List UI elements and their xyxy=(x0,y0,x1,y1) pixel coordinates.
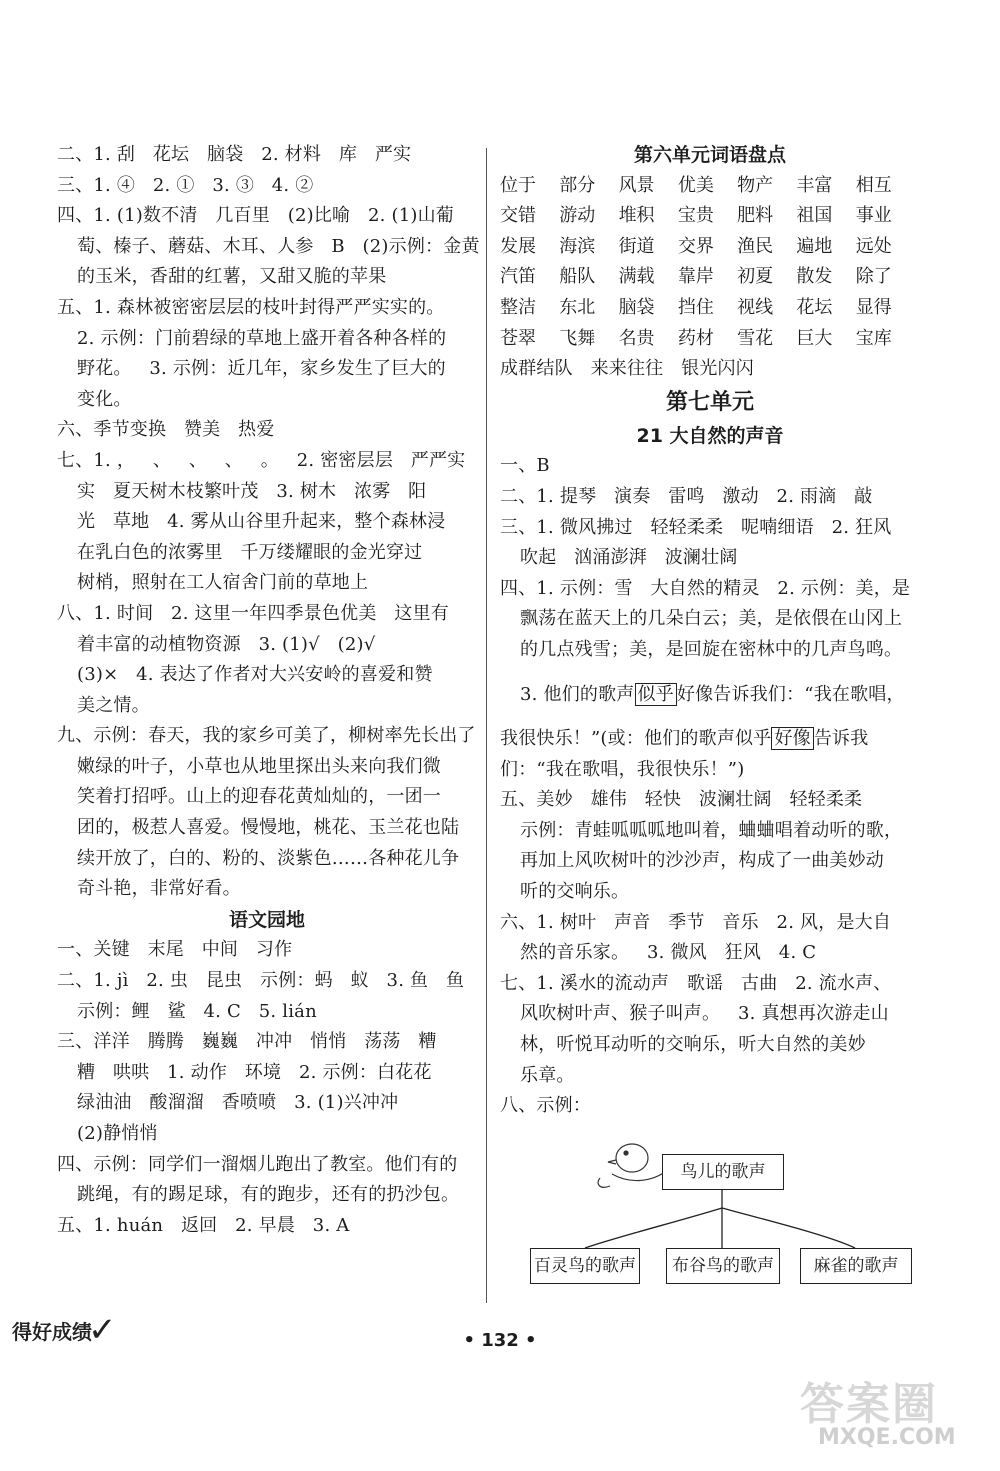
answer-line: 团的，极惹人喜爱。慢慢地，桃花、玉兰花也陆 xyxy=(77,817,460,839)
right-column xyxy=(500,140,920,1301)
answer-line: (3)× 4. 表达了作者对大兴安岭的喜爱和赞 xyxy=(77,664,433,686)
answer-line: 嫩绿的叶子，小草也从地里探出头来向我们微 xyxy=(77,755,441,777)
answer-line: 九、示例：春天，我的家乡可美了，柳树率先长出了 xyxy=(57,725,476,747)
vocab-word: 交界 xyxy=(677,235,714,257)
yuwen-yuandi-answers xyxy=(57,935,477,1241)
vocab-word: 街道 xyxy=(618,235,655,257)
vocab-word: 整洁 xyxy=(500,296,536,318)
sentence3-text-c: 我很快乐！”(或：他们的歌声似乎 xyxy=(500,728,772,750)
answer-line: 笑着打招呼。山上的迎春花黄灿灿的，一团一 xyxy=(77,786,441,808)
answer-line: 听的交响乐。 xyxy=(520,881,630,903)
lesson21-answers xyxy=(500,451,920,665)
answer-line: 绿油油 酸溜溜 香喷喷 3. (1)兴冲冲 xyxy=(77,1092,399,1114)
sentence3-text-d: 告诉我 xyxy=(813,728,869,750)
vocab-word: 物产 xyxy=(737,174,774,196)
vocab-word: 巨大 xyxy=(796,327,833,349)
vocab-word: 渔民 xyxy=(737,235,774,257)
answer-line: 的几点残雪；美，是回旋在密林中的几声鸟鸣。 xyxy=(520,638,903,660)
answer-line: 五、1. huán 返回 2. 早晨 3. A xyxy=(57,1214,350,1236)
answer-line: 三、洋洋 腾腾 巍巍 冲冲 悄悄 荡荡 糟 xyxy=(57,1031,437,1053)
lesson21-title: 21 大自然的声音 xyxy=(636,424,784,447)
answer-line: 四、1. (1)数不清 几百里 (2)比喻 2. (1)山葡 xyxy=(57,205,454,227)
sentence3-line1 xyxy=(500,680,920,711)
mindmap-root: 鸟儿的歌声 xyxy=(662,1154,784,1190)
answer-line: 美之情。 xyxy=(77,694,150,716)
answer-line: 四、1. 示例：雪 大自然的精灵 2. 示例：美，是 xyxy=(500,577,911,599)
bird-icon xyxy=(598,1144,665,1187)
answer-line: 二、1. jì 2. 虫 昆虫 示例：蚂 蚁 3. 鱼 鱼 xyxy=(57,970,465,992)
vocab-word: 脑袋 xyxy=(618,296,655,318)
vocab-word: 药材 xyxy=(677,327,714,349)
vocab-word: 交错 xyxy=(500,205,536,227)
answer-line: 七、1. 溪水的流动声 歌谣 古曲 2. 流水声、 xyxy=(500,972,892,994)
vocab-word: 相互 xyxy=(855,174,892,196)
answer-line: 三、1. 微风拂过 轻轻柔柔 呢喃细语 2. 狂风 xyxy=(500,516,892,538)
answer-line: 八、1. 时间 2. 这里一年四季景色优美 这里有 xyxy=(57,602,449,624)
vocab-word: 显得 xyxy=(855,296,892,318)
sentence3-line3: 们：“我在歌唱，我很快乐！”) xyxy=(500,758,745,780)
mindmap-child-sparrow: 麻雀的歌声 xyxy=(800,1248,912,1284)
answer-line: 四、示例：同学们一溜烟儿跑出了教室。他们有的 xyxy=(57,1153,458,1175)
unit6-title: 第六单元词语盘点 xyxy=(633,144,786,166)
answer-line: 奇斗艳，非常好看。 xyxy=(77,878,241,900)
brand-logo: 得好成绩 xyxy=(12,1320,92,1344)
vocab-word: 汽笛 xyxy=(500,266,536,288)
answer-line: 风吹树叶声、猴子叫声。 3. 真想再次游走山 xyxy=(520,1003,889,1025)
vocab-word: 远处 xyxy=(855,235,892,257)
vocab-word: 丰富 xyxy=(796,174,833,196)
vocab-word: 宝贵 xyxy=(677,205,714,227)
unit7-title: 第七单元 xyxy=(665,389,754,415)
answer-line: 野花。 3. 示例：近几年，家乡发生了巨大的 xyxy=(77,358,446,380)
answer-line: 2. 示例：门前碧绿的草地上盛开着各种各样的 xyxy=(77,327,447,349)
lesson21-answers-cont xyxy=(500,785,920,1122)
answer-line: 然的音乐家。 3. 微风 狂风 4. C xyxy=(520,942,817,964)
yuwen-yuandi-title: 语文园地 xyxy=(228,908,305,931)
vocab-word: 肥料 xyxy=(737,205,774,227)
page-number: • 132 • xyxy=(463,1330,537,1351)
unit6-last-line: 成群结队 来来往往 银光闪闪 xyxy=(500,358,754,380)
vocab-word: 游动 xyxy=(559,205,596,227)
vocab-word: 部分 xyxy=(559,174,596,196)
sentence3-line2 xyxy=(500,724,920,755)
answer-line: 二、1. 提琴 演奏 雷鸣 激动 2. 雨滴 敲 xyxy=(500,485,873,507)
vocab-word: 优美 xyxy=(677,174,714,196)
left-column xyxy=(57,140,480,1241)
answer-line: 再加上风吹树叶的沙沙声，构成了一曲美妙动 xyxy=(520,850,884,872)
answer-line: 跳绳，有的踢足球，有的跑步，还有的扔沙包。 xyxy=(77,1184,460,1206)
answer-line: 飘荡在蓝天上的几朵白云；美，是依偎在山冈上 xyxy=(520,608,903,630)
watermark-url: MXQE.COM xyxy=(818,1425,956,1450)
answer-line: 示例：青蛙呱呱呱地叫着，蛐蛐唱着动听的歌， xyxy=(520,819,903,841)
answer-line: 续开放了，白的、粉的、淡紫色……各种花儿争 xyxy=(77,847,460,869)
vocab-word: 位于 xyxy=(500,174,536,196)
checkmark-icon: ✓ xyxy=(88,1310,117,1350)
vocab-word: 初夏 xyxy=(737,266,774,288)
watermark-logo: 答案圈 xyxy=(800,1379,938,1430)
unit-answers-block xyxy=(57,140,480,905)
sentence3-text-a: 3. 他们的歌声 xyxy=(520,683,635,705)
vocab-word: 除了 xyxy=(855,266,892,288)
answer-line: 变化。 xyxy=(77,388,132,410)
answer-line: 光 草地 4. 雾从山谷里升起来，整个森林浸 xyxy=(77,511,446,533)
column-divider xyxy=(486,148,487,1303)
sentence3-text-b: 好像告诉我们：“我在歌唱， xyxy=(676,683,905,705)
vocab-word: 事业 xyxy=(855,205,892,227)
unit6-word-grid xyxy=(500,171,915,355)
answer-line: 一、关键 末尾 中间 习作 xyxy=(57,939,293,961)
vocab-word: 名贵 xyxy=(618,327,655,349)
boxed-word-1: 似乎 xyxy=(635,683,677,706)
answer-line: 六、季节变换 赞美 热爱 xyxy=(57,419,275,441)
vocab-word: 苍翠 xyxy=(500,327,536,349)
vocab-word: 花坛 xyxy=(796,296,833,318)
vocab-word: 散发 xyxy=(796,266,833,288)
vocab-word: 祖国 xyxy=(796,205,833,227)
answer-line: 实 夏天树木枝繁叶茂 3. 树木 浓雾 阳 xyxy=(77,480,427,502)
bird-song-mindmap xyxy=(500,1126,920,1301)
answer-line: 林，听悦耳动听的交响乐，听大自然的美妙 xyxy=(520,1034,866,1056)
mindmap-child-cuckoo: 布谷鸟的歌声 xyxy=(666,1248,780,1284)
answer-line: 六、1. 树叶 声音 季节 音乐 2. 风，是大自 xyxy=(500,911,892,933)
vocab-word: 遍地 xyxy=(796,235,833,257)
vocab-word: 宝库 xyxy=(855,327,892,349)
answer-line: 八、示例： xyxy=(500,1095,591,1117)
answer-line: 乐章。 xyxy=(520,1064,575,1086)
answer-line: 树梢，照射在工人宿舍门前的草地上 xyxy=(77,572,369,594)
answer-line: (2)静悄悄 xyxy=(77,1123,158,1144)
answer-line: 的玉米，香甜的红薯，又甜又脆的苹果 xyxy=(77,266,387,288)
answer-line: 示例：鲤 鲨 4. C 5. lián xyxy=(77,1000,317,1022)
answer-line: 萄、榛子、蘑菇、木耳、人参 B (2)示例：金黄 xyxy=(77,235,480,257)
vocab-word: 视线 xyxy=(737,296,774,318)
answer-line: 一、B xyxy=(500,455,550,477)
vocab-word: 雪花 xyxy=(737,327,774,349)
answer-line: 在乳白色的浓雾里 千万缕耀眼的金光穿过 xyxy=(77,541,423,563)
answer-line: 七、1. ， 、 、 、 。 2. 密密层层 严严实 xyxy=(57,449,466,471)
vocab-word: 飞舞 xyxy=(559,327,596,349)
answer-line: 着丰富的动植物资源 3. (1)√ (2)√ xyxy=(77,633,376,655)
vocab-word: 东北 xyxy=(559,296,596,318)
mindmap-child-lark: 百灵鸟的歌声 xyxy=(530,1248,640,1284)
vocab-word: 靠岸 xyxy=(677,266,714,288)
answer-line: 五、1. 森林被密密层层的枝叶封得严严实实的。 xyxy=(57,296,445,318)
vocab-word: 海滨 xyxy=(559,235,596,257)
vocab-word: 挡住 xyxy=(677,296,714,318)
answer-line: 三、1. ④ 2. ① 3. ③ 4. ② xyxy=(57,174,314,196)
boxed-word-2: 好像 xyxy=(771,727,813,750)
vocab-word: 满载 xyxy=(618,266,655,288)
vocab-word: 船队 xyxy=(559,266,596,288)
vocab-word: 风景 xyxy=(618,174,655,196)
vocab-word: 发展 xyxy=(500,235,536,257)
answer-line: 糟 哄哄 1. 动作 环境 2. 示例：白花花 xyxy=(77,1061,432,1083)
answer-line: 二、1. 刮 花坛 脑袋 2. 材料 库 严实 xyxy=(57,144,412,165)
vocab-word: 堆积 xyxy=(618,205,655,227)
answer-line: 五、美妙 雄伟 轻快 波澜壮阔 轻轻柔柔 xyxy=(500,789,863,811)
answer-line: 吹起 汹涌澎湃 波澜壮阔 xyxy=(520,547,738,569)
